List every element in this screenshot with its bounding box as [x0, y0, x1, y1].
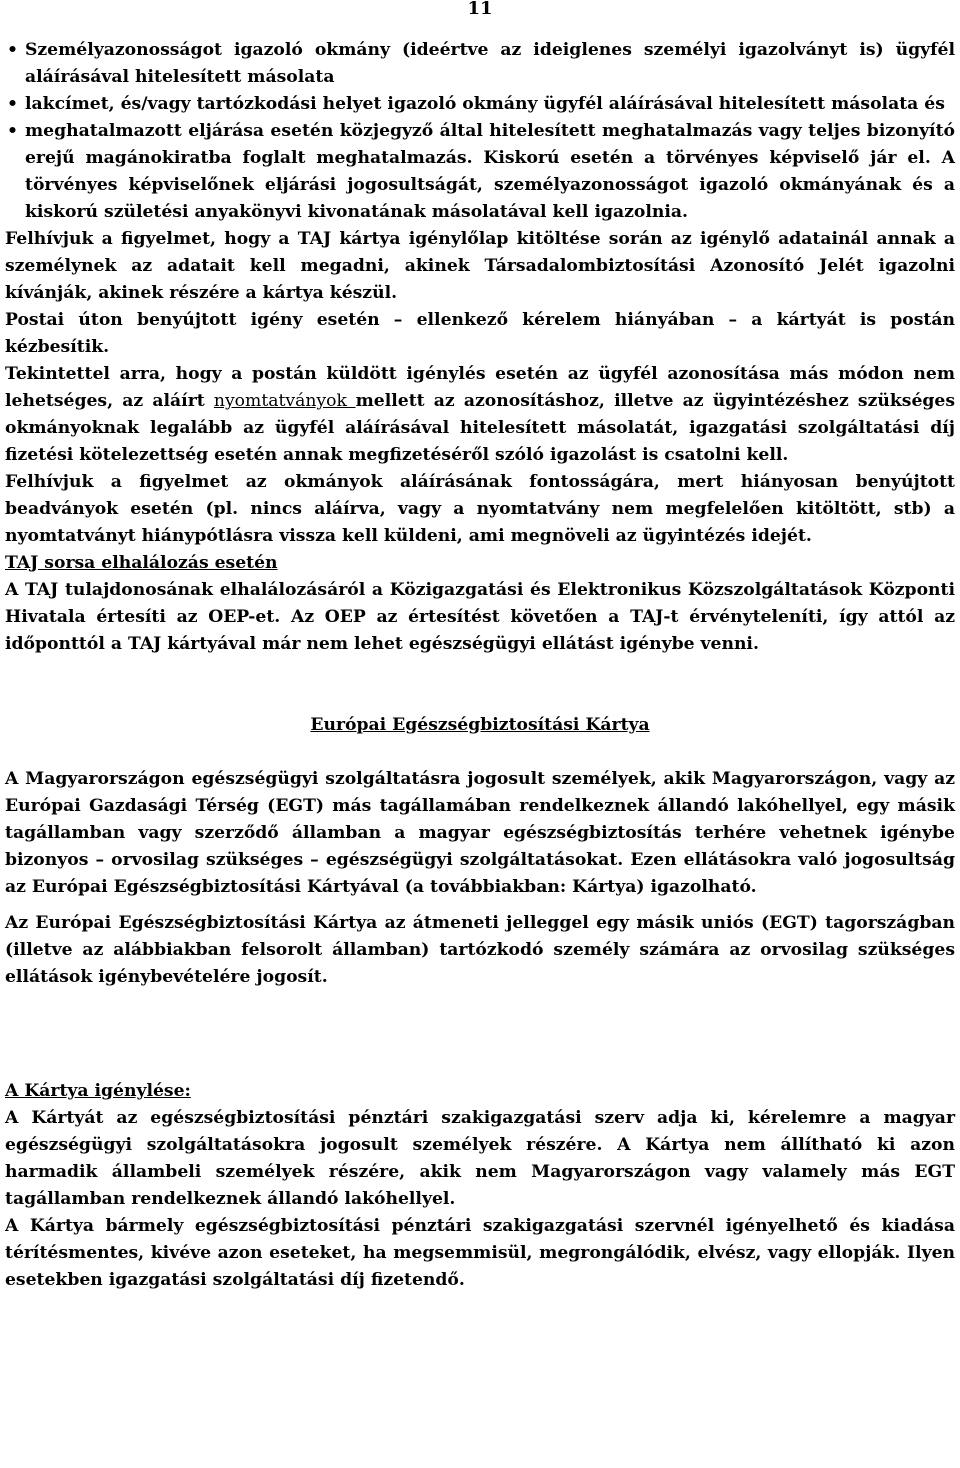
- taj-death-paragraph: A TAJ tulajdonosának elhalálozásáról a Közigazgatási és Elektronikus Közszolgáltatások Központi Hivatala értesíti az OEP-et. Az OEP az értesítést követően a TAJ-t érvényteleníti, így attól az időponttól a TAJ kártyával már nem lehet egészségügyi ellátást igénybe venni.: [5, 580, 955, 654]
- paragraph-applicant-data: Felhívjuk a figyelmet, hogy a TAJ kártya igénylőlap kitöltése során az igénylő adatainál annak a személynek az adatait kell megadni, akinek Társadalombiztosítási Azonosító Jelét igazolni kívánják, akinek részére a kártya készül.: [5, 229, 955, 303]
- application-paragraph-fees: A Kártya bármely egészségbiztosítási pénztári szakigazgatási szervnél igényelhető és kiadása térítésmentes, kivéve azon eseteket, ha megsemmisül, megrongálódik, elvész, vagy ellopják. Ilyen esetekben igazgatási szolgáltatási díj fizetendő.: [5, 1216, 955, 1290]
- bullet-text: lakcímet, és/vagy tartózkodási helyet igazoló okmány ügyfél aláírásával hitelesített másolata és: [25, 94, 945, 114]
- paragraph-postal-identification: [5, 361, 955, 469]
- paragraph-postal-delivery: Postai úton benyújtott igény esetén – ellenkező kérelem hiányában – a kártyát is postán kézbesítik.: [5, 310, 955, 357]
- page-number: 11: [467, 0, 493, 19]
- application-heading: A Kártya igénylése:: [5, 1081, 191, 1101]
- bullet-text: meghatalmazott eljárása esetén közjegyző által hitelesített meghatalmazás vagy teljes bizonyító erejű magánokiratba foglalt meghatalmazás. Kiskorú esetén a törvényes képviselő jár el. A törvényes képviselőnek eljárási jogosultságát, személyazonosságot igazoló okmányának és a kiskorú születési anyakönyvi kivonatának másolatával kell igazolnia.: [25, 121, 955, 222]
- taj-death-heading: TAJ sorsa elhalálozás esetén: [5, 553, 278, 573]
- ehic-paragraph-eligibility: A Magyarországon egészségügyi szolgáltatásra jogosult személyek, akik Magyarországon, vagy az Európai Gazdasági Térség (EGT) más tagállamában rendelkeznek állandó lakóhellyel, egy másik tagállamban vagy szerződő államban a magyar egészségbiztosítás terhére vehetnek igénybe bizonyos – orvosilag szükséges – egészségügyi szolgáltatásokat. Ezen ellátásokra való jogosultság az Európai Egészségbiztosítási Kártyával (a továbbiakban: Kártya) igazolható.: [5, 769, 955, 897]
- text-segment: Tekintettel arra, hogy a postán küldött igénylés esetén az ügyfél azonosítása más módon nem lehetséges, az aláírt: [5, 364, 955, 411]
- bullet-item-id-document: [5, 37, 955, 91]
- forms-link[interactable]: nyomtatványok: [213, 391, 356, 411]
- ehic-heading: Európai Egészségbiztosítási Kártya: [310, 715, 650, 735]
- text-segment: mellett az azonosításhoz, illetve az ügyintézéshez szükséges okmányoknak legalább az ügyfél aláírásával hitelesített másolatát, igazgatási szolgáltatási díj fizetési kötelezettség esetén annak megfizetéséről szóló igazolást is csatolni kell.: [5, 391, 956, 465]
- ehic-paragraph-purpose: Az Európai Egészségbiztosítási Kártya az átmeneti jelleggel egy másik uniós (EGT) tagországban (illetve az alábbiakban felsorolt államban) tartózkodó személy számára az orvosilag szükséges ellátások igénybevételére jogosít.: [5, 913, 955, 987]
- bullet-icon: •: [7, 40, 18, 60]
- bullet-item-authorization: [5, 118, 955, 226]
- document-body: [5, 37, 955, 1294]
- paragraph-signature-importance: Felhívjuk a figyelmet az okmányok aláírásának fontosságára, mert hiányosan benyújtott beadványok esetén (pl. nincs aláírva, vagy a nyomtatvány nem megfelelően kitöltött, stb) a nyomtatványt hiánypótlásra vissza kell küldeni, ami megnöveli az ügyintézés idejét.: [5, 472, 955, 546]
- application-paragraph-issuer: A Kártyát az egészségbiztosítási pénztári szakigazgatási szerv adja ki, kérelemre a magyar egészségügyi szolgáltatásokra jogosult személyek részére. A Kártya nem állítható ki azon harmadik állambeli személyek részére, akik nem Magyarországon vagy valamely más EGT tagállamban rendelkeznek állandó lakóhellyel.: [5, 1108, 955, 1209]
- bullet-icon: •: [7, 121, 18, 141]
- bullet-item-address-document: [5, 91, 955, 118]
- bullet-text: Személyazonosságot igazoló okmány (ideértve az ideiglenes személyi igazolványt is) ügyfél aláírásával hitelesített másolata: [25, 40, 955, 87]
- bullet-icon: •: [7, 94, 18, 114]
